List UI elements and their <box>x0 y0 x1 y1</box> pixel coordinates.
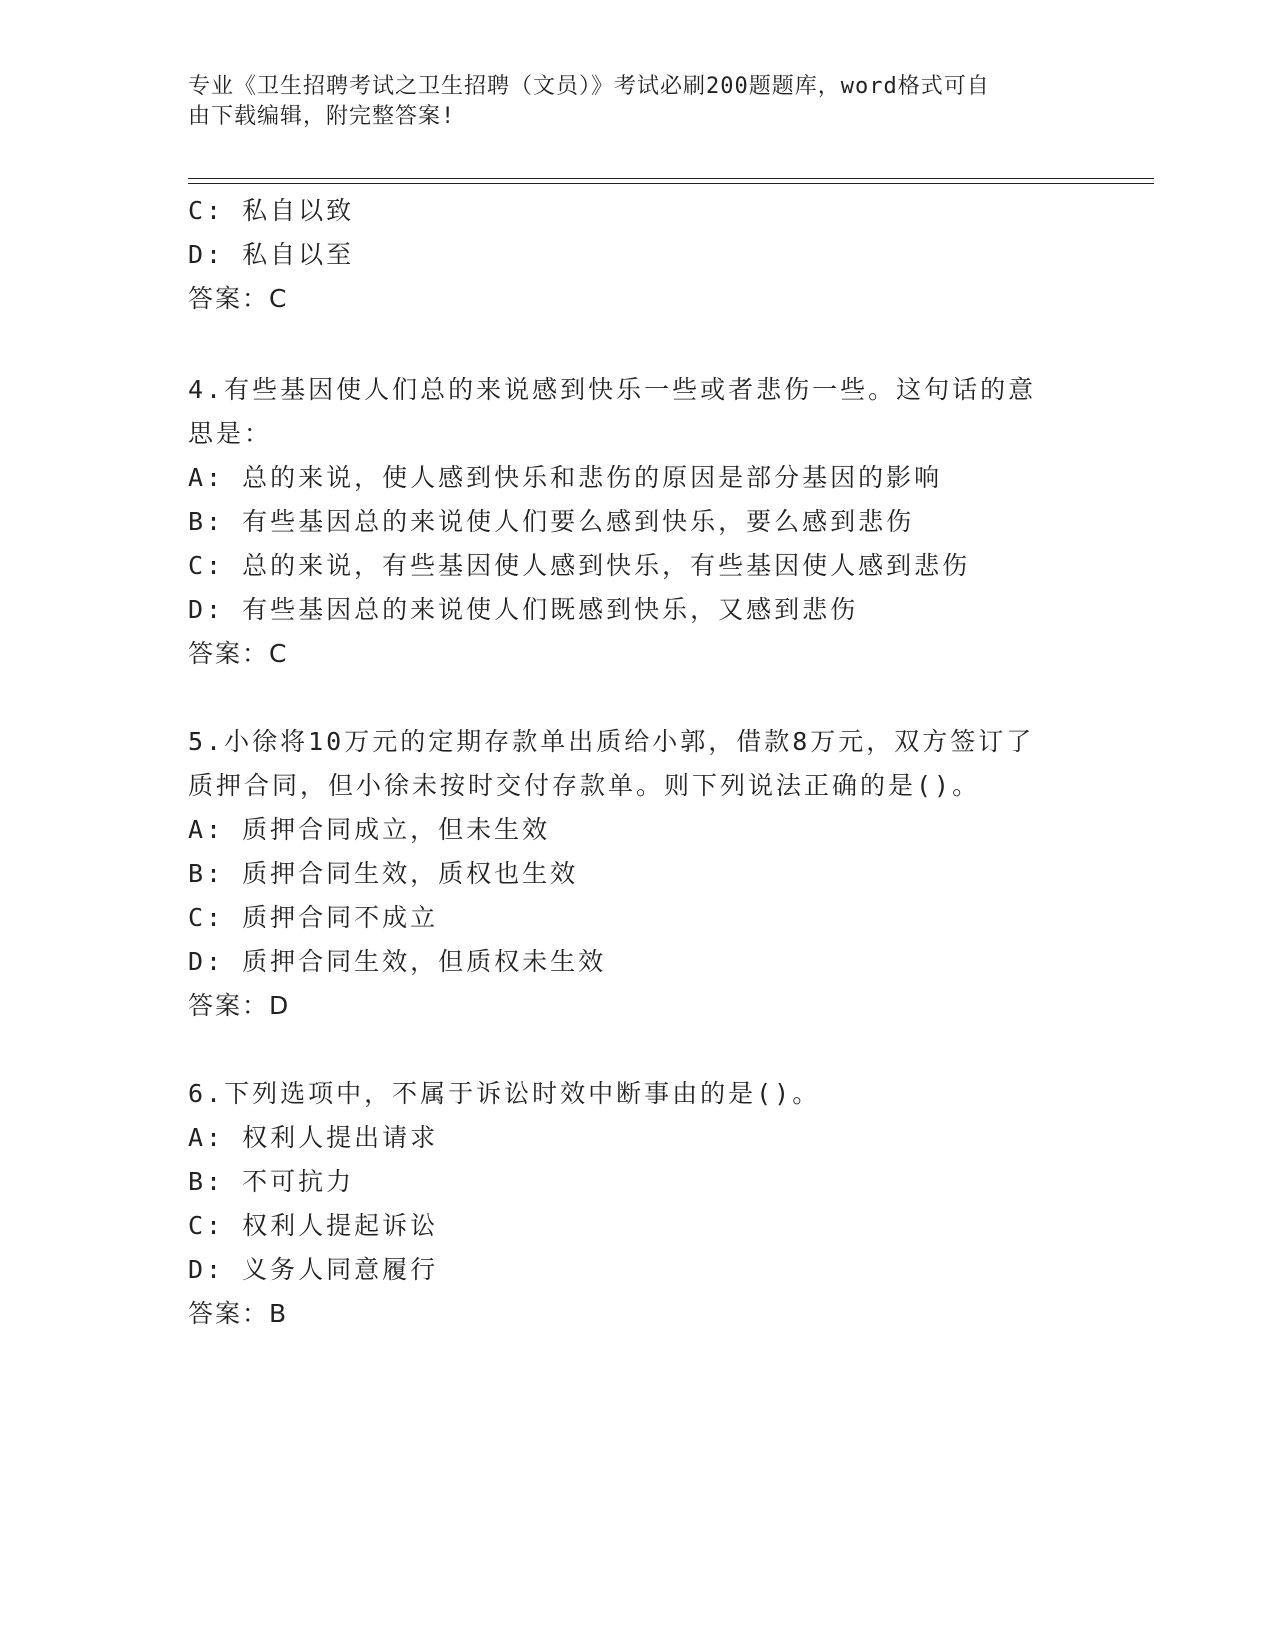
header-line-2: 由下载编辑，附完整答案! <box>188 104 456 129</box>
header-divider-bottom <box>188 183 1154 184</box>
header-line-1: 专业《卫生招聘考试之卫生招聘（文员）》考试必刷200题题库，word格式可自 <box>188 74 990 99</box>
q4-answer: 答案：C <box>188 639 289 668</box>
q5-option-c: C: 质押合同不成立 <box>188 903 439 932</box>
q6-option-b: B: 不可抗力 <box>188 1167 355 1196</box>
header-divider-top <box>188 178 1154 179</box>
q6-answer: 答案：B <box>188 1299 289 1328</box>
q4-option-c: C: 总的来说，有些基因使人感到快乐，有些基因使人感到悲伤 <box>188 551 971 580</box>
q4-option-a: A: 总的来说，使人感到快乐和悲伤的原因是部分基因的影响 <box>188 463 943 492</box>
q5-answer: 答案：D <box>188 991 291 1020</box>
q5-stem-line-1: 5.小徐将10万元的定期存款单出质给小郭，借款8万元，双方签订了 <box>188 727 1035 756</box>
q5-option-d: D: 质押合同生效，但质权未生效 <box>188 947 607 976</box>
q6-option-c: C: 权利人提起诉讼 <box>188 1211 439 1240</box>
q4-option-d: D: 有些基因总的来说使人们既感到快乐，又感到悲伤 <box>188 595 859 624</box>
q3-answer: 答案：C <box>188 284 289 313</box>
q6-option-d: D: 义务人同意履行 <box>188 1255 439 1284</box>
q6-option-a: A: 权利人提出请求 <box>188 1123 439 1152</box>
q4-option-b: B: 有些基因总的来说使人们要么感到快乐，要么感到悲伤 <box>188 507 915 536</box>
q3-option-d: D: 私自以至 <box>188 240 355 269</box>
document-header <box>188 72 1068 132</box>
q6-stem-line-1: 6.下列选项中，不属于诉讼时效中断事由的是()。 <box>188 1079 821 1108</box>
q4-stem-line-1: 4.有些基因使人们总的来说感到快乐一些或者悲伤一些。这句话的意 <box>188 375 1037 404</box>
q4-stem-line-2: 思是： <box>188 419 273 448</box>
q5-option-a: A: 质押合同成立，但未生效 <box>188 815 551 844</box>
q5-stem-line-2: 质押合同，但小徐未按时交付存款单。则下列说法正确的是()。 <box>188 771 981 800</box>
q3-option-c: C: 私自以致 <box>188 196 355 225</box>
q5-option-b: B: 质押合同生效，质权也生效 <box>188 859 579 888</box>
